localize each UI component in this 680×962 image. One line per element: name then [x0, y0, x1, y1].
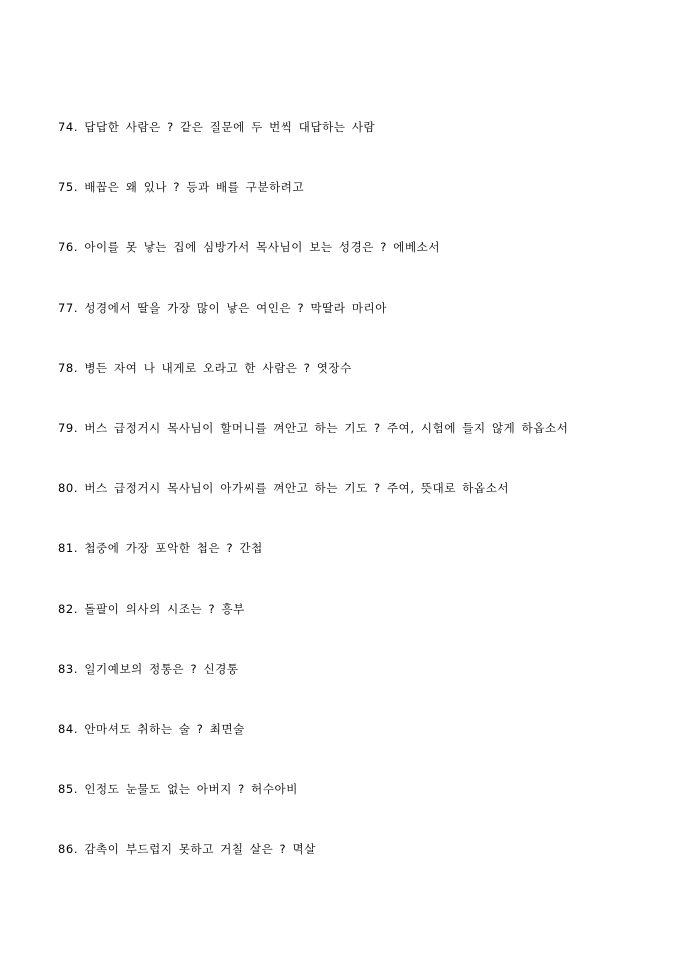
- riddle-item-74: 74. 답답한 사람은 ? 같은 질문에 두 번씩 대답하는 사람: [58, 120, 376, 134]
- riddle-item-83: 83. 일기예보의 정통은 ? 신경통: [58, 661, 239, 676]
- riddle-item-84: 84. 안마셔도 취하는 술 ? 최면술: [58, 721, 245, 736]
- riddle-item-80: 80. 버스 급정거시 목사님이 아가씨를 껴안고 하는 기도 ? 주여, 뜻대로 하옵소서: [58, 481, 510, 496]
- riddle-item-79: 79. 버스 급정거시 목사님이 할머니를 껴안고 하는 기도 ? 주여, 시험에 들지 않게 하옵소서: [58, 420, 569, 435]
- riddle-item-85: 85. 인정도 눈물도 없는 아버지 ? 허수아비: [58, 782, 298, 797]
- riddle-item-77: 77. 성경에서 딸을 가장 많이 낳은 여인은 ? 막딸라 마리아: [58, 300, 387, 315]
- riddle-item-75: 75. 배꼽은 왜 있나 ? 등과 배를 구분하려고: [58, 180, 305, 195]
- riddle-item-76: 76. 아이를 못 낳는 집에 심방가서 목사님이 보는 성경은 ? 에베소서: [58, 240, 441, 255]
- riddle-item-86: 86. 감촉이 부드럽지 못하고 거칠 살은 ? 멱살: [58, 842, 316, 857]
- riddle-item-78: 78. 병든 자여 나 내게로 오라고 한 사람은 ? 엿장수: [58, 360, 352, 375]
- riddle-item-81: 81. 첩중에 가장 포악한 첩은 ? 간첩: [58, 541, 263, 556]
- riddle-list: [58, 119, 658, 901]
- riddle-item-82: 82. 돌팔이 의사의 시조는 ? 흥부: [58, 601, 245, 616]
